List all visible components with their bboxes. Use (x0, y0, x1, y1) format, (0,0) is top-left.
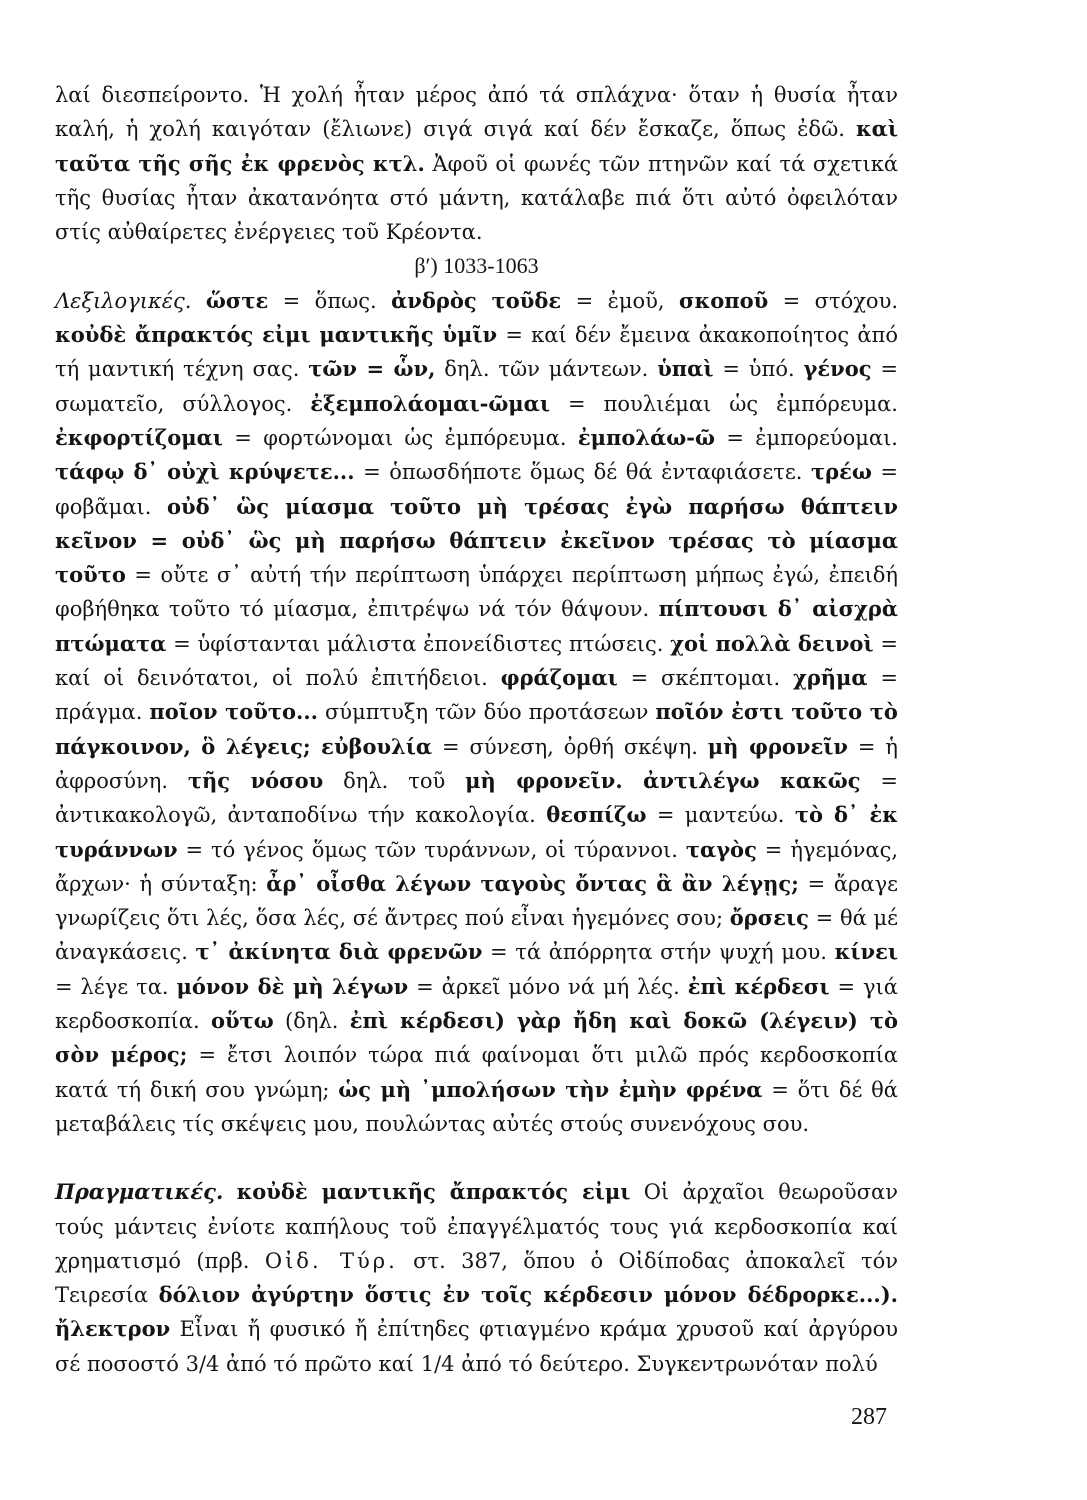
greek-term: τάφῳ δ᾽ οὐχὶ κρύψετε... (55, 459, 355, 485)
greek-term: ἐμπολάω-ῶ (577, 424, 715, 450)
greek-term: μὴ φρονεῖν. ἀντιλέγω κακῶς (465, 767, 861, 793)
greek-term: τῶν = ὧν, (308, 356, 436, 382)
greek-term: ὑπαὶ (657, 356, 714, 382)
gloss: = φοβᾶμαι. (55, 460, 899, 519)
greek-term: κίνει (834, 939, 898, 965)
greek-term: τρέω (810, 459, 872, 485)
greek-term: ἐκφορτίζομαι (55, 424, 223, 450)
gloss: = τό γένος ὅμως τῶν τυράννων, οἱ τύραννοι. (185, 837, 678, 862)
work-reference: Οἰδ. Τύρ. (264, 1248, 398, 1273)
greek-term: δόλιον ἀγύρτην ὅστις ἐν τοῖς κέρδεσιν μόνον δέδρορκε...). (158, 1282, 898, 1308)
greek-term: ἐπὶ κέρδεσι (687, 973, 830, 999)
gloss: = ἡ ἀφροσύνη. (55, 734, 898, 793)
gloss: = ἐμοῦ, (575, 288, 665, 313)
gloss: = καί δέν ἔμεινα ἀκακοποίητος ἀπό τή μαντική τέχνη σας. (55, 323, 898, 382)
paragraph-intro (55, 78, 898, 249)
greek-term: θεσπίζω (546, 802, 647, 828)
greek-term: πίπτουσι δ᾽ αἰσχρὰ πτώματα (55, 596, 898, 656)
paragraph-label: Πραγματικές. (55, 1179, 224, 1205)
text-run: Ἀφοῦ οἱ φωνές τῶν πτηνῶν καί τά σχετικά τῆς θυσίας ἦταν ἀκατανόητα στό μάντη, κατάλαβε πιά ὅτι αὐτό ὀφειλόταν στίς αὐθαίρετες ἐνέργειες τοῦ Κρέοντα. (55, 151, 899, 245)
paragraph-factual (55, 1175, 898, 1381)
gloss: Εἶναι ἤ φυσικό ἤ ἐπίτηδες φτιαγμένο κράμα χρυσοῦ καί ἀργύρου σέ ποσοστό 3/4 ἀπό τό πρῶτο καί 1/4 ἀπό τό δεύτερο. Συγκεντρωνόταν πολύ (55, 1317, 898, 1376)
gloss: = σωματεῖο, σύλλογος. (55, 357, 898, 416)
greek-term: ἐπὶ κέρδεσι) γὰρ ἤδη καὶ δοκῶ (λέγειν) τὸ σὸν μέρος; (55, 1008, 898, 1068)
greek-term: ὥστε (205, 287, 269, 313)
page-body (55, 78, 898, 1381)
gloss: = σύνεση, ὀρθή σκέψη. (442, 734, 698, 759)
gloss: = ἀντικακολογῶ, ἀνταποδίνω τήν κακολογία. (55, 768, 898, 828)
gloss: = ὁπωσδήποτε ὅμως δέ θά ἐνταφιάσετε. (363, 460, 803, 485)
greek-term: γένος (803, 356, 872, 382)
greek-term: ὡς μὴ ᾽μπολήσων τὴν ἐμὴν φρένα (338, 1076, 763, 1102)
greek-term: τὸ δ᾽ ἐκ τυράννων (55, 802, 898, 862)
greek-term: ἤλεκτρον (55, 1316, 171, 1342)
greek-term: ποῖόν ἐστι τοῦτο τὸ πάγκοινον, ὃ λέγεις; εὐβουλία (55, 699, 898, 759)
greek-term: οὕτω (210, 1008, 274, 1034)
gloss: = ἀρκεῖ μόνο νά μή λές. (416, 974, 680, 999)
gloss: = ὑφίστανται μάλιστα ἐπονείδιστες πτώσεις. (173, 631, 664, 656)
gloss: δηλ. τῶν μάντεων. (444, 357, 649, 382)
gloss: = ἐμπορεύομαι. (726, 425, 898, 450)
gloss: = ἄραγε γνωρίζεις ὅτι λές, ὅσα λές, σέ ἄντρες πού εἶναι ἡγεμόνες σου; (55, 871, 899, 931)
greek-term: κοὐδὲ μαντικῆς ἄπρακτός εἰμι (236, 1179, 631, 1205)
gloss: = πράγμα. (55, 666, 899, 725)
greek-term: ποῖον τοῦτο... (149, 699, 318, 725)
greek-term: μόνον δὲ μὴ λέγων (176, 973, 409, 999)
greek-term: χρῆμα (793, 665, 868, 691)
gloss: = οὔτε σ᾽ αὐτή τήν περίπτωση ὑπάρχει περίπτωση μήπως ἐγώ, ἐπειδή φοβήθηκα τοῦτο τό μίασμα, ἐπιτρέψω νά τόν θάψουν. (55, 563, 898, 622)
gloss: = ἡγεμόνας, ἄρχων· ἡ σύνταξη: (55, 837, 899, 896)
gloss: σύμπτυξη τῶν δύο προτάσεων (324, 700, 649, 725)
greek-term: ἆρ᾽ οἶσθα λέγων ταγοὺς ὄντας ἃ ἂν λέγῃς; (266, 870, 799, 896)
gloss: = μαντεύω. (656, 803, 785, 828)
gloss: (δηλ. (285, 1009, 339, 1034)
page-number: 287 (851, 1404, 887, 1430)
greek-term: τῆς νόσου (187, 767, 324, 793)
gloss: δηλ. τοῦ (343, 768, 446, 793)
gloss: = πουλιέμαι ὡς ἐμπόρευμα. (568, 391, 898, 416)
paragraph-lexical (55, 284, 898, 1141)
gloss: = σκέπτομαι. (630, 666, 781, 691)
gloss: = γιά κερδοσκοπία. (55, 974, 898, 1034)
section-heading: β′) 1033-1063 (414, 253, 539, 279)
text-run: λαί διεσπείροντο. Ἡ χολή ἦταν μέρος ἀπό τά σπλάχνα· ὅταν ἡ θυσία ἦταν καλή, ἡ χολή καιγόταν (ἔλιωνε) σιγά σιγά καί δέν ἔσκαζε, ὅπως ἐδῶ. (55, 83, 898, 142)
greek-term: ταγὸς (685, 836, 757, 862)
greek-term: τ᾽ ἀκίνητα διὰ φρενῶν (195, 939, 483, 965)
greek-term: χοἱ πολλὰ δεινοὶ (670, 630, 874, 656)
gloss: = στόχου. (782, 288, 899, 313)
gloss: = τά ἀπόρρητα στήν ψυχή μου. (490, 940, 827, 965)
greek-term: οὐδ᾽ ὣς μίασμα τοῦτο μὴ τρέσας ἐγὼ παρήσω θάπτειν κεῖνον = οὐδ᾽ ὣς μὴ παρήσω θάπτειν ἐκεῖνον τρέσας τὸ μίασμα τοῦτο (55, 493, 898, 588)
greek-term: φράζομαι (500, 665, 618, 691)
gloss: = φορτώνομαι ὡς ἐμπόρευμα. (234, 425, 567, 450)
greek-term: κοὐδὲ ἄπρακτός εἰμι μαντικῆς ὑμῖν (55, 322, 498, 348)
greek-term: καὶ ταῦτα τῆς σῆς ἐκ φρενὸς κτλ. (55, 116, 898, 176)
paragraph-label: Λεξιλογικές. (55, 288, 192, 313)
greek-term: σκοποῦ (679, 287, 769, 313)
gloss: στ. 387, ὅπου ὁ Οἰδίποδας ἀποκαλεῖ τόν Τειρεσία (55, 1248, 898, 1308)
greek-term: ὄρσεις (729, 905, 809, 931)
greek-term: μὴ φρονεῖν (707, 733, 849, 759)
gloss: = καί οἱ δεινότατοι, οἱ πολύ ἐπιτήδειοι. (55, 631, 898, 691)
greek-term: ἐξεμπολάομαι-ῶμαι (310, 390, 551, 416)
gloss: Οἱ ἀρχαῖοι θεωροῦσαν τούς μάντεις ἐνίοτε καπήλους τοῦ ἐπαγγέλματός τους γιά κερδοσκοπία καί χρηματισμό (πρβ. (55, 1180, 898, 1273)
gloss: = ὅτι δέ θά μεταβάλεις τίς σκέψεις μου, πουλώντας αὐτές στούς συνενόχους σου. (55, 1077, 898, 1136)
greek-term: ἀνδρὸς τοῦδε (391, 287, 562, 313)
gloss: = ἔτσι λοιπόν τώρα πιά φαίνομαι ὅτι μιλῶ πρός κερδοσκοπία κατά τή δική σου γνώμη; (55, 1043, 898, 1102)
gloss: = λέγε τα. (55, 974, 169, 999)
gloss: = θά μέ ἀναγκάσεις. (55, 906, 898, 965)
gloss: = ὅπως. (282, 288, 377, 313)
paragraph-gap (55, 1141, 898, 1175)
gloss: = ὑπό. (722, 357, 795, 382)
